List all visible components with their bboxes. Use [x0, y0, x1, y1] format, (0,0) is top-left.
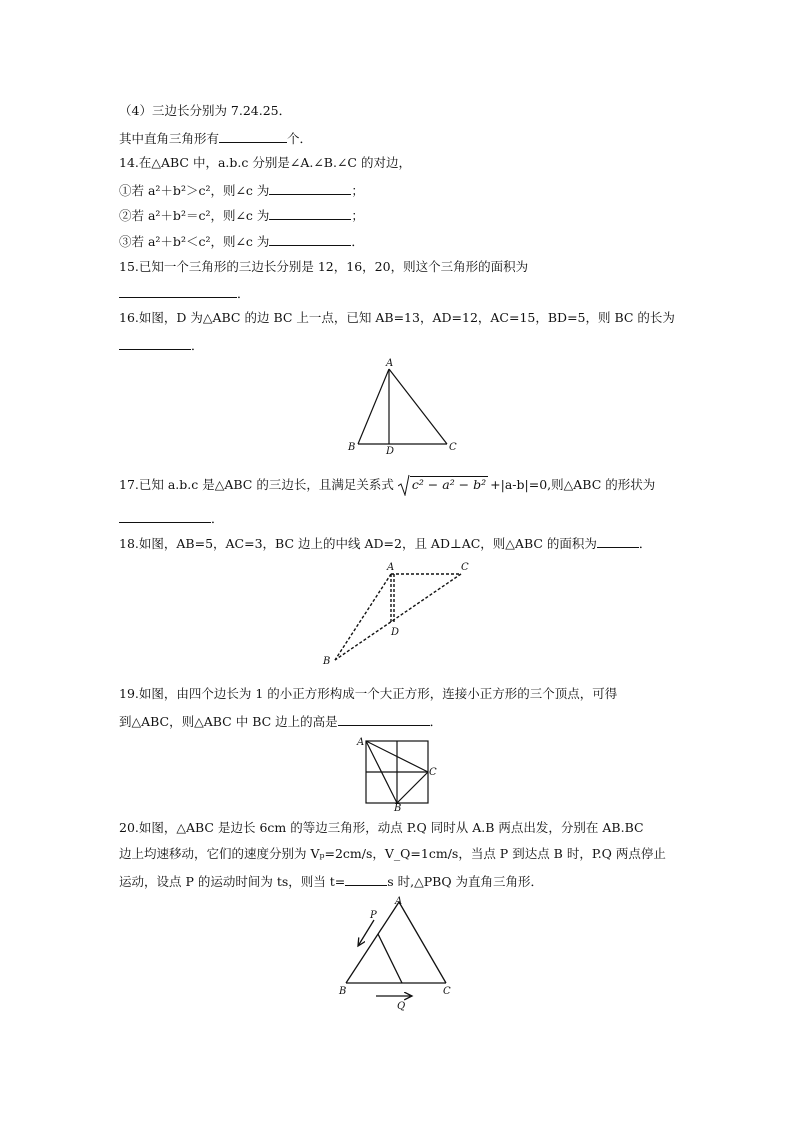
q13-answer-line: [119, 128, 312, 148]
q15-stem: 15.已知一个三角形的三边长分别是 12，16，20，则这个三角形的面积为: [119, 259, 529, 274]
answer-blank[interactable]: [269, 205, 351, 220]
q16-answer-line: [119, 335, 204, 355]
q20-stem: 20.如图，△ABC 是边长 6cm 的等边三角形，动点 P.Q 同时从 A.B 两点出发，分别在 AB.BC: [119, 820, 644, 835]
answer-blank[interactable]: [269, 180, 351, 195]
q17-stem: [119, 476, 655, 494]
sqrt-expression: [398, 476, 488, 494]
period: ．: [351, 234, 364, 249]
separator: ；: [351, 208, 364, 223]
q18-stem: [119, 533, 651, 553]
q14-part3-text: ③若 a²＋b²＜c²，则∠c 为: [119, 234, 270, 249]
label-A: A: [386, 358, 394, 369]
answer-blank[interactable]: [338, 711, 430, 726]
label-A: A: [395, 896, 403, 907]
q20-stem-3: [119, 871, 543, 891]
q17-text: 17.已知 a.b.c 是△ABC 的三边长，且满足关系式: [119, 477, 394, 492]
q13-item4: （4）三边长分别为 7.24.25．: [119, 103, 292, 118]
answer-blank[interactable]: [119, 283, 237, 298]
label-A: A: [387, 562, 395, 573]
label-A: A: [357, 737, 365, 748]
q14-part1: [119, 180, 364, 200]
period: ．: [211, 511, 224, 526]
figure-q20: [330, 892, 465, 1020]
q14-part2-text: ②若 a²＋b²＝c²，则∠c 为: [119, 208, 270, 223]
label-B: B: [339, 986, 347, 997]
q13-suffix: 个．: [287, 131, 313, 146]
label-P: P: [370, 910, 377, 921]
q17-answer-line: [119, 508, 224, 528]
figure-q16: [340, 356, 470, 459]
q19-text: 到△ABC，则△ABC 中 BC 边上的高是: [119, 714, 338, 729]
period: ．: [191, 338, 204, 353]
q13-text: 其中直角三角形有: [119, 131, 220, 146]
period: ．: [638, 536, 652, 551]
q20-text: 运动，设点 P 的运动时间为 ts，则当 t=: [119, 874, 346, 889]
figure-q19: [352, 733, 442, 816]
answer-blank[interactable]: [345, 871, 387, 886]
q14-stem: 14.在△ABC 中，a.b.c 分别是∠A.∠B.∠C 的对边，: [119, 155, 411, 170]
radicand: c² − a² − b²: [411, 477, 487, 492]
q15-answer-line: [119, 283, 250, 303]
label-Q: Q: [397, 1001, 406, 1012]
q17-text-2: +|a-b|=0,则△ABC 的形状为: [490, 477, 656, 492]
label-C: C: [461, 562, 469, 573]
figure-q18: [318, 556, 478, 674]
answer-blank[interactable]: [219, 128, 287, 143]
label-C: C: [429, 767, 437, 778]
answer-blank[interactable]: [269, 231, 351, 246]
label-C: C: [443, 986, 451, 997]
answer-blank[interactable]: [119, 508, 211, 523]
q14-part3: [119, 231, 364, 251]
q19-stem: 19.如图，由四个边长为 1 的小正方形构成一个大正方形，连接小正方形的三个顶点，可得: [119, 686, 618, 701]
q14-part1-text: ①若 a²＋b²＞c²，则∠c 为: [119, 183, 270, 198]
q20-text-2: s 时,△PBQ 为直角三角形．: [387, 874, 544, 889]
period: ．: [237, 286, 250, 301]
label-B: B: [348, 442, 356, 453]
q16-stem: 16.如图，D 为△ABC 的边 BC 上一点，已知 AB=13，AD=12，AC=15，BD=5，则 BC 的长为: [119, 310, 675, 325]
q20-stem-2: 边上均速移动，它们的速度分别为 Vₚ=2cm/s，V_Q=1cm/s，当点 P 到达点 B 时，P.Q 两点停止: [119, 846, 666, 861]
period: ．: [429, 714, 443, 729]
label-D: D: [386, 446, 395, 456]
separator: ；: [351, 183, 364, 198]
answer-blank[interactable]: [119, 335, 191, 350]
label-C: C: [449, 442, 457, 453]
label-B: B: [394, 803, 402, 813]
answer-blank[interactable]: [597, 533, 639, 548]
label-D: D: [391, 627, 400, 638]
q18-text: 18.如图，AB=5，AC=3，BC 边上的中线 AD=2，且 AD⊥AC，则△ABC 的面积为: [119, 536, 597, 551]
q14-part2: [119, 205, 364, 225]
q19-stem-2: [119, 711, 442, 731]
label-B: B: [323, 656, 331, 667]
